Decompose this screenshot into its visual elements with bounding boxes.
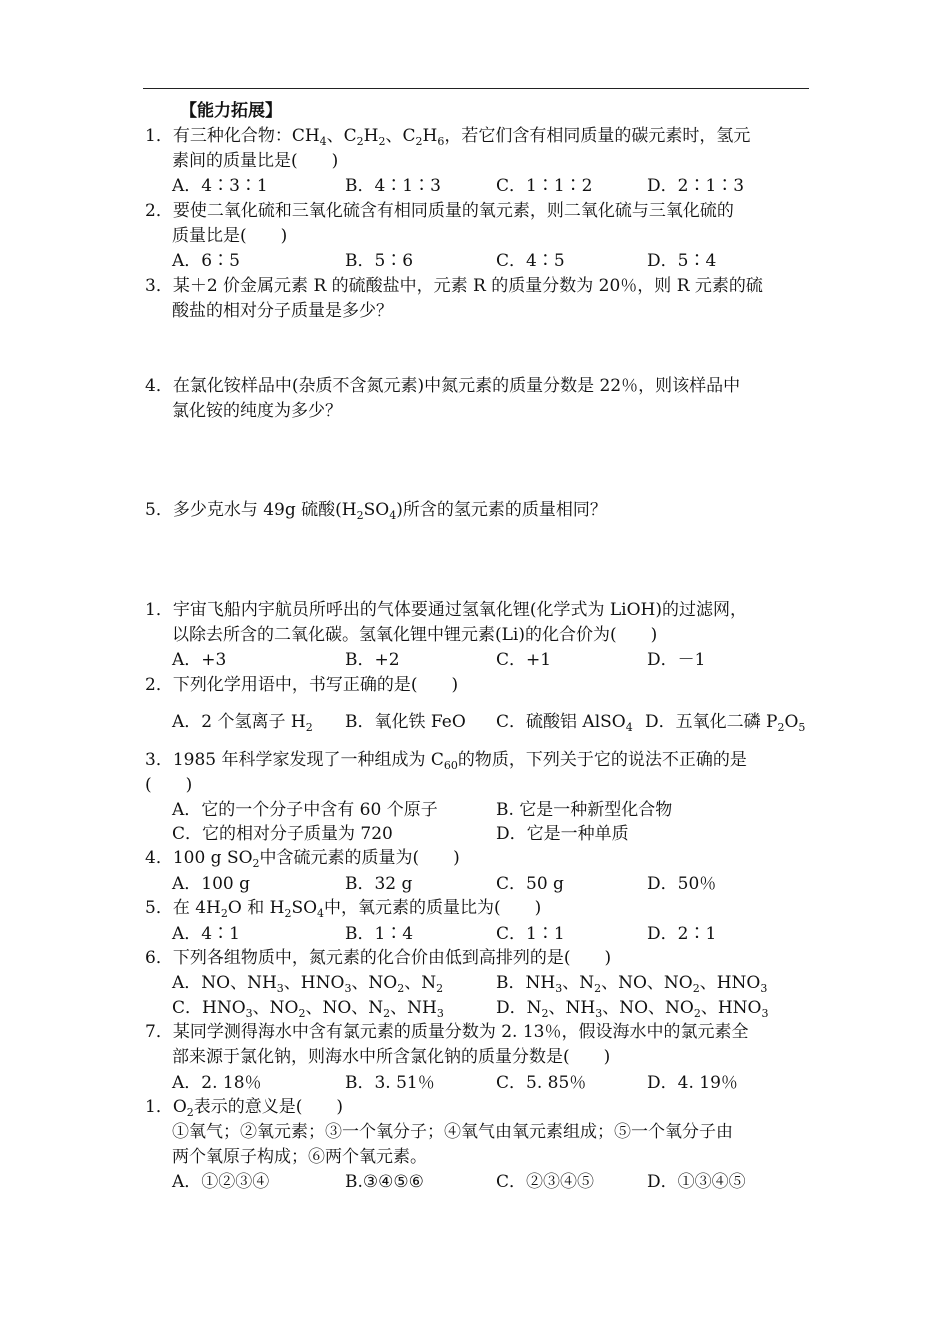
answer-option-p2q4-C: C．50 g	[496, 874, 564, 894]
answer-option-p2q6-A: A．NO、$NH_3$、$HNO_3$、$NO_2$、$N_2$	[172, 973, 444, 995]
question-line-q3b: 酸盐的相对分子质量是多少？	[172, 301, 393, 321]
question-line-q3a: 3．某＋2 价金属元素 R 的硫酸盐中，元素 R 的质量分数为 20％，则 R 元素的硫	[145, 276, 763, 296]
answer-option-p2q2-B: B．氧化铁 FeO	[345, 712, 466, 732]
header-rule	[143, 88, 809, 89]
answer-option-p2q1-B: B．+2	[345, 650, 400, 670]
question-line-p2q1b: 以除去所含的二氧化碳。氢氧化锂中锂元素(Li)的化合价为( )	[172, 625, 658, 645]
answer-option-p2q4-D: D．50％	[647, 874, 717, 894]
answer-option-p2q6-C: C．$HNO_3$、$NO_2$、NO、$N_2$、$NH_3$	[172, 998, 444, 1020]
answer-option-p2q7-A: A．2. 18％	[172, 1073, 262, 1093]
answer-option-p3q1-A: A．①②③④	[172, 1172, 270, 1192]
answer-option-p2q5-A: A．4∶1	[172, 924, 240, 944]
answer-option-p2q1-D: D．－1	[647, 650, 706, 670]
answer-option-p3q1-D: D．①③④⑤	[647, 1172, 746, 1192]
question-line-p3q1b: ①氧气；②氧元素；③一个氧分子；④氧气由氧元素组成；⑤一个氧分子由	[172, 1122, 733, 1142]
question-line-p2q6a: 6．下列各组物质中，氮元素的化合价由低到高排列的是( )	[145, 948, 612, 968]
answer-option-q1-C: C．1∶1∶2	[496, 176, 593, 196]
answer-option-p2q6-B: B．$NH_3$、$N_2$、NO、$NO_2$、$HNO_3$	[496, 973, 768, 995]
question-line-q2b: 质量比是( )	[172, 226, 288, 246]
question-line-p2q7b: 部来源于氯化钠，则海水中所含氯化钠的质量分数是( )	[172, 1047, 611, 1067]
answer-option-p3q1-C: C．②③④⑤	[496, 1172, 595, 1192]
answer-option-q1-A: A．4∶3∶1	[172, 176, 268, 196]
question-line-p3q1a: 1．$O_2$表示的意义是( )	[145, 1097, 344, 1119]
answer-option-p2q4-A: A．100 g	[172, 874, 251, 894]
question-line-q4a: 4．在氯化铵样品中(杂质不含氮元素)中氮元素的质量分数是 22％，则该样品中	[145, 376, 741, 396]
question-line-p3q1c: 两个氧原子构成；⑥两个氧元素。	[172, 1147, 427, 1167]
answer-option-q2-B: B．5∶6	[345, 251, 414, 271]
answer-option-p2q3-A: A．它的一个分子中含有 60 个原子	[172, 800, 438, 820]
question-line-q5a: 5．多少克水与 49g 硫酸$(H_2SO_4)$所含的氢元素的质量相同？	[145, 500, 607, 522]
answer-option-p2q1-C: C．+1	[496, 650, 552, 670]
answer-option-q1-D: D．2∶1∶3	[647, 176, 745, 196]
section-heading: 【能力拓展】	[180, 101, 282, 121]
answer-option-q2-A: A．6∶5	[172, 251, 240, 271]
answer-option-p2q4-B: B．32 g	[345, 874, 413, 894]
answer-option-p2q3-D: D．它是一种单质	[496, 824, 629, 844]
answer-option-p2q2-C: C．硫酸铝 AlSO$_4$	[496, 712, 633, 734]
answer-option-p2q3-B: B. 它是一种新型化合物	[496, 800, 673, 820]
answer-option-p2q3-C: C．它的相对分子质量为 720	[172, 824, 393, 844]
question-line-p2q4a: 4．100 g $SO_2$中含硫元素的质量为( )	[145, 848, 460, 870]
question-line-p2q3a: 3．1985 年科学家发现了一种组成为 $C_{60}$的物质，下列关于它的说法不正确的是	[145, 750, 747, 772]
answer-option-p2q2-D: D．五氧化二磷 $P_2O_5$	[645, 712, 806, 734]
answer-option-p2q1-A: A．+3	[172, 650, 227, 670]
question-line-p2q3b: ( )	[145, 775, 193, 795]
answer-option-p2q7-C: C．5. 85％	[496, 1073, 587, 1093]
question-line-q1a: 1．有三种化合物：$CH_4$、$C_2H_2$、$C_2H_6$，若它们含有相同质量的碳元素时，氢元	[145, 126, 751, 148]
question-line-p2q1a: 1．宇宙飞船内宇航员所呼出的气体要通过氢氧化锂(化学式为 LiOH)的过滤网，	[145, 600, 747, 620]
question-line-p2q2a: 2．下列化学用语中，书写正确的是( )	[145, 675, 459, 695]
answer-option-p2q5-C: C．1∶1	[496, 924, 565, 944]
answer-option-p2q6-D: D．$N_2$、$NH_3$、NO、$NO_2$、$HNO_3$	[496, 998, 769, 1020]
answer-option-q2-C: C．4∶5	[496, 251, 565, 271]
question-line-p2q5a: 5．在 $4H_2O$ 和 $H_2SO_4$中，氧元素的质量比为( )	[145, 898, 542, 920]
question-line-p2q7a: 7．某同学测得海水中含有氯元素的质量分数为 2. 13％，假设海水中的氯元素全	[145, 1022, 749, 1042]
answer-option-p2q7-D: D．4. 19％	[647, 1073, 738, 1093]
answer-option-p2q7-B: B．3. 51％	[345, 1073, 435, 1093]
answer-option-q2-D: D．5∶4	[647, 251, 717, 271]
answer-option-p2q5-B: B．1∶4	[345, 924, 414, 944]
answer-option-p2q5-D: D．2∶1	[647, 924, 717, 944]
answer-option-p3q1-B: B.③④⑤⑥	[345, 1172, 424, 1192]
question-line-q2a: 2．要使二氧化硫和三氧化硫含有相同质量的氧元素，则二氧化硫与三氧化硫的	[145, 201, 734, 221]
answer-option-p2q2-A: A．2 个氢离子 $H_2$	[172, 712, 313, 734]
answer-option-q1-B: B．4∶1∶3	[345, 176, 441, 196]
question-line-q1b: 素间的质量比是( )	[172, 151, 339, 171]
question-line-q4b: 氯化铵的纯度为多少？	[172, 401, 342, 421]
